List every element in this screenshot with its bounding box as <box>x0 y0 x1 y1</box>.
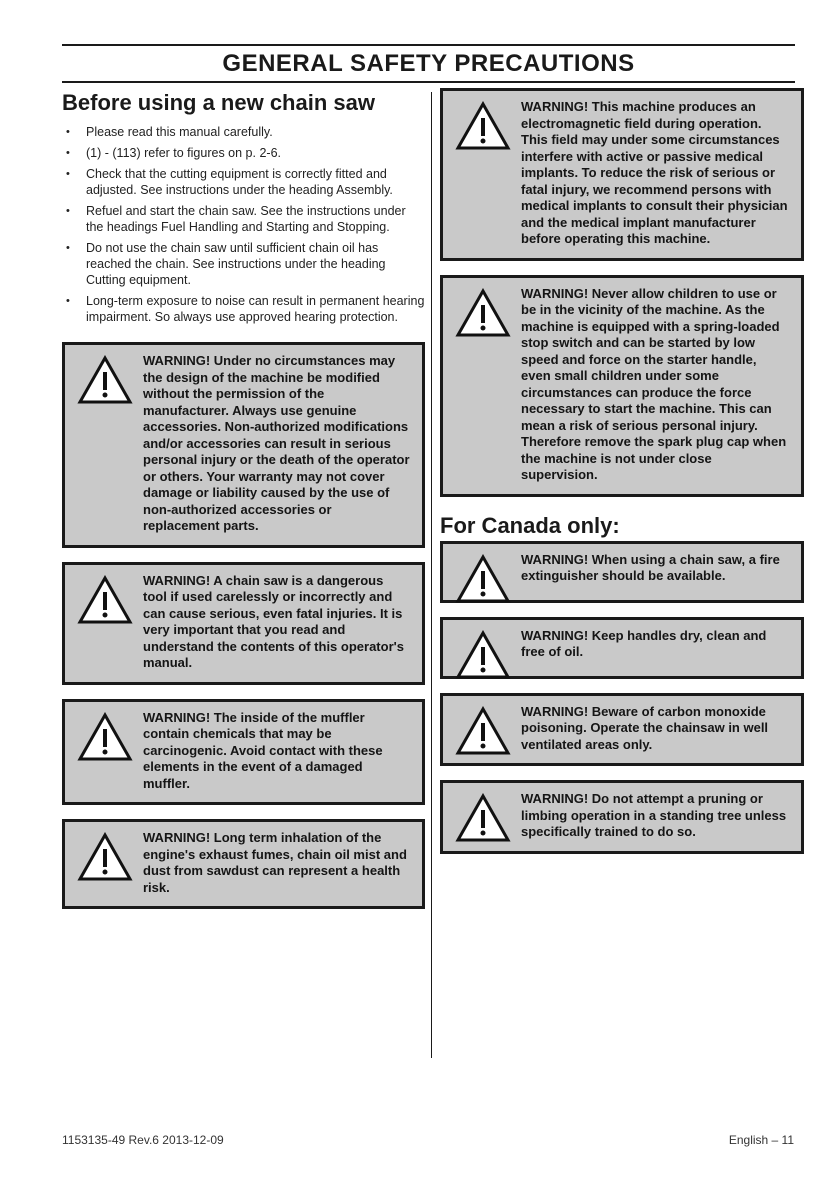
list-item: • Check that the cutting equipment is correctly fitted and adjusted. See instructions under the heading Assembly. <box>62 166 425 198</box>
warning-box-fire-extinguisher <box>440 541 804 603</box>
warning-text: WARNING! Long term inhalation of the engine's exhaust fumes, chain oil mist and dust from sawdust can represent a health risk. <box>143 830 407 895</box>
warning-text: WARNING! Keep handles dry, clean and free of oil. <box>521 627 767 659</box>
list-item: • Do not use the chain saw until sufficient chain oil has reached the chain. See instructions under the heading Cutting equipment. <box>62 240 425 288</box>
warning-triangle-icon <box>455 101 511 151</box>
section-heading-new-chain-saw: Before using a new chain saw <box>62 90 375 115</box>
warning-box-modification <box>62 342 425 548</box>
warning-triangle-icon <box>455 706 511 756</box>
list-item: • Long-term exposure to noise can result in permanent hearing impairment. So always use approved hearing protection. <box>62 293 425 325</box>
warning-triangle-icon <box>455 630 511 680</box>
warning-box-electromagnetic <box>440 88 804 261</box>
warning-triangle-icon <box>77 832 133 882</box>
warning-box-exhaust <box>62 819 425 909</box>
list-item: • Refuel and start the chain saw. See the instructions under the headings Fuel Handling and Starting and Stopping. <box>62 203 425 235</box>
section-heading-canada: For Canada only: <box>440 512 620 538</box>
list-item: • Please read this manual carefully. <box>62 124 425 140</box>
page-title: GENERAL SAFETY PRECAUTIONS <box>222 50 635 77</box>
warning-text: WARNING! Never allow children to use or be in the vicinity of the machine. As the machine is equipped with a spring-loaded stop switch and can be started by low speed and force on the starter handle, even small children under some circumstances can produce the force necessary to start the machine. This can mean a risk of serious personal injury. Therefore remove the spark plug cap when the machine is not under close supervision. <box>521 285 787 482</box>
column-divider <box>431 92 432 1058</box>
list-item: • (1) - (113) refer to figures on p. 2-6. <box>62 145 425 161</box>
warning-box-carbon-monoxide <box>440 693 804 767</box>
warning-box-children <box>440 275 804 497</box>
warning-text: WARNING! When using a chain saw, a fire extinguisher should be available. <box>521 551 780 583</box>
warning-box-dangerous-tool <box>62 562 425 685</box>
warning-box-muffler <box>62 699 425 806</box>
warning-text: WARNING! This machine produces an electromagnetic field during operation. This field may under some circumstances interfere with active or passive medical implants. To reduce the risk of serious or fatal injury, we recommend persons with medical implants to consult their physician and the medical implant manufacturer before operating this machine. <box>521 99 788 246</box>
warning-text: WARNING! Beware of carbon monoxide poisoning. Operate the chainsaw in well ventilated areas only. <box>521 703 769 752</box>
warning-text: WARNING! A chain saw is a dangerous tool if used carelessly or incorrectly and can cause serious, even fatal injuries. It is very important that you read and understand the contents of this operator's manual. <box>143 572 404 670</box>
warning-triangle-icon <box>77 712 133 762</box>
warning-text: WARNING! Under no circumstances may the design of the machine be modified without the permission of the manufacturer. Always use genuine accessories. Non-authorized modifications and/or accessories can result in serious personal injury or the death of the operator or others. Your warranty may not cover damage or liability caused by the use of non-authorized accessories or replacement parts. <box>143 353 410 533</box>
page-number: English – 11 <box>728 1133 794 1147</box>
warning-text: WARNING! The inside of the muffler contain chemicals that may be carcinogenic. Avoid contact with these elements in the event of a damaged muffler. <box>143 709 383 791</box>
warning-box-pruning <box>440 780 804 854</box>
top-rule <box>62 44 795 46</box>
warning-triangle-icon <box>77 355 133 405</box>
title-underline <box>62 81 795 83</box>
warning-triangle-icon <box>455 793 511 843</box>
warning-triangle-icon <box>77 575 133 625</box>
warning-triangle-icon <box>455 288 511 338</box>
warning-box-handles <box>440 617 804 679</box>
warning-text: WARNING! Do not attempt a pruning or limbing operation in a standing tree unless specifically trained to do so. <box>521 791 787 839</box>
left-column <box>62 88 425 923</box>
warning-triangle-icon <box>455 554 511 604</box>
document-id: 1153135-49 Rev.6 2013-12-09 <box>62 1133 224 1147</box>
instruction-list <box>62 124 425 325</box>
right-column <box>440 88 804 868</box>
